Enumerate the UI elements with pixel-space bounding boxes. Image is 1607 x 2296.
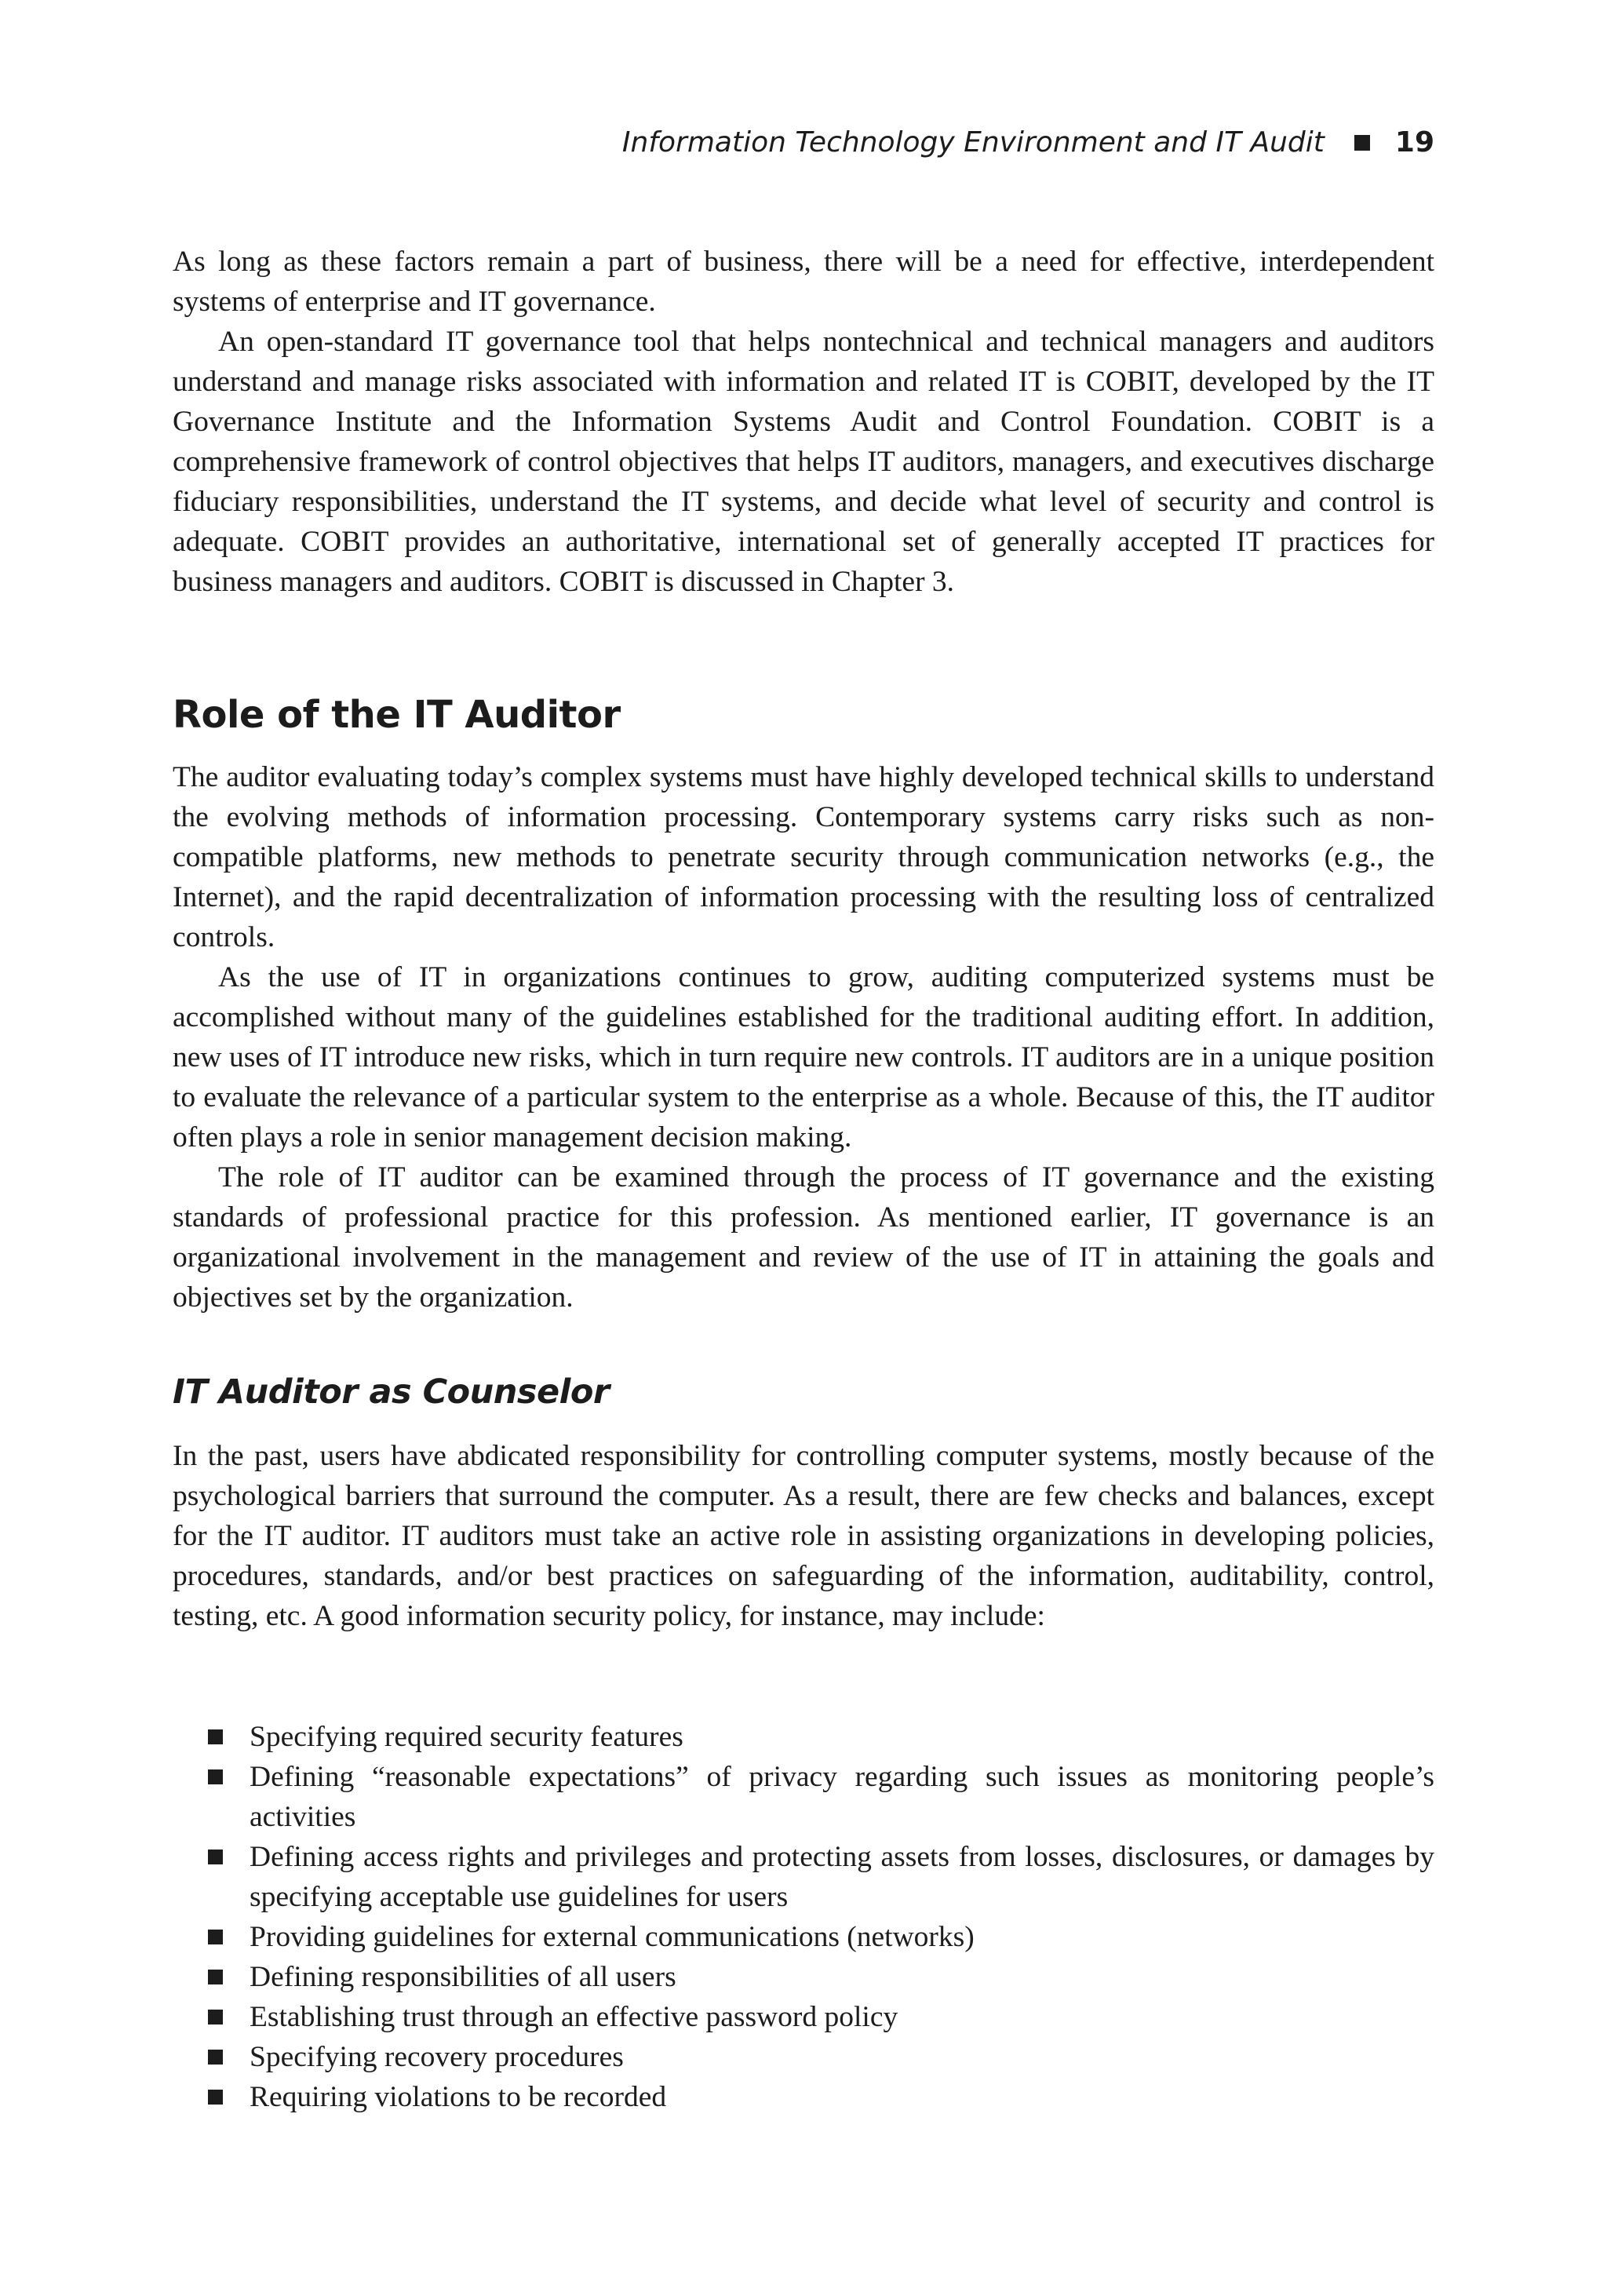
section-role-text <box>173 757 1434 1317</box>
square-bullet-icon <box>208 1970 223 1984</box>
section-heading: Role of the IT Auditor <box>173 693 621 737</box>
paragraph: An open-standard IT governance tool that helps nontechnical and technical managers and auditors understand and manage risks associated with information and related IT is COBIT, developed by the IT Governance Institute and the Information Systems Audit and Control Foundation. COBIT is a comprehensive framework of control objectives that helps IT auditors, managers, and executives discharge fiduciary responsibilities, understand the IT systems, and decide what level of security and control is adequate. COBIT provides an authoritative, international set of generally accepted IT practices for business managers and auditors. COBIT is discussed in Chapter 3. <box>173 326 1434 598</box>
policy-bullet-list <box>208 1717 1434 2117</box>
list-item-text: Specifying required security features <box>250 1721 683 1753</box>
list-item <box>208 1717 1434 1757</box>
list-item-text: Defining access rights and privileges and protecting assets from losses, disclosures, or damages by specifying acceptable use guidelines for users <box>250 1841 1434 1913</box>
list-item <box>208 1917 1434 1957</box>
list-item <box>208 2037 1434 2077</box>
list-item <box>208 2077 1434 2117</box>
running-head <box>622 124 1434 162</box>
list-item <box>208 1757 1434 1837</box>
list-item-text: Requiring violations to be recorded <box>250 2081 667 2113</box>
list-item-text: Defining responsibilities of all users <box>250 1961 676 1993</box>
intro-text <box>173 242 1434 602</box>
list-item <box>208 1837 1434 1917</box>
paragraph: In the past, users have abdicated responsibility for controlling computer systems, mostly because of the psychological barriers that surround the computer. As a result, there are few checks and balances, except for the IT auditor. IT auditors must take an active role in assisting organizations in developing policies, procedures, standards, and/or best practices on safeguarding of the information, auditability, control, testing, etc. A good information security policy, for instance, may include: <box>173 1440 1434 1632</box>
square-bullet-icon <box>208 2050 223 2065</box>
running-head-title: Information Technology Environment and IT Audit <box>621 126 1325 159</box>
list-item-text: Establishing trust through an effective password policy <box>250 2001 898 2033</box>
page-number: 19 <box>1394 126 1434 159</box>
paragraph: The auditor evaluating today’s complex systems must have highly developed technical skills to understand the evolving methods of information processing. Contemporary systems carry risks such as non-compatible platforms, new methods to penetrate security through communication networks (e.g., the Internet), and the rapid decentralization of information processing with the resulting loss of centralized controls. <box>173 761 1434 953</box>
list-item-text: Specifying recovery procedures <box>250 2041 624 2073</box>
list-item <box>208 1997 1434 2037</box>
square-bullet-icon <box>208 1729 223 1744</box>
paragraph: As the use of IT in organizations continues to grow, auditing computerized systems must be accomplished without many of the guidelines established for the traditional auditing effort. In addition, new uses of IT introduce new risks, which in turn require new controls. IT auditors are in a unique position to evaluate the relevance of a particular system to the enterprise as a whole. Because of this, the IT auditor often plays a role in senior management decision making. <box>173 961 1434 1153</box>
square-bullet-icon <box>208 1769 223 1784</box>
square-bullet-icon <box>208 2010 223 2024</box>
list-item-text: Defining “reasonable expectations” of privacy regarding such issues as monitoring people’s activities <box>250 1761 1434 1833</box>
paragraph: As long as these factors remain a part of business, there will be a need for effective, interdependent systems of enterprise and IT governance. <box>173 246 1434 318</box>
list-item <box>208 1957 1434 1997</box>
square-bullet-icon <box>208 1850 223 1864</box>
list-item-text: Providing guidelines for external communications (networks) <box>250 1921 975 1953</box>
section-counselor-text <box>173 1436 1434 1636</box>
square-bullet-icon <box>208 1930 223 1944</box>
square-bullet-icon <box>1354 135 1370 151</box>
square-bullet-icon <box>208 2090 223 2105</box>
paragraph: The role of IT auditor can be examined through the process of IT governance and the existing standards of professional practice for this profession. As mentioned earlier, IT governance is an organizational involvement in the management and review of the use of IT in attaining the goals and objectives set by the organization. <box>173 1161 1434 1314</box>
subsection-heading: IT Auditor as Counselor <box>173 1372 610 1412</box>
